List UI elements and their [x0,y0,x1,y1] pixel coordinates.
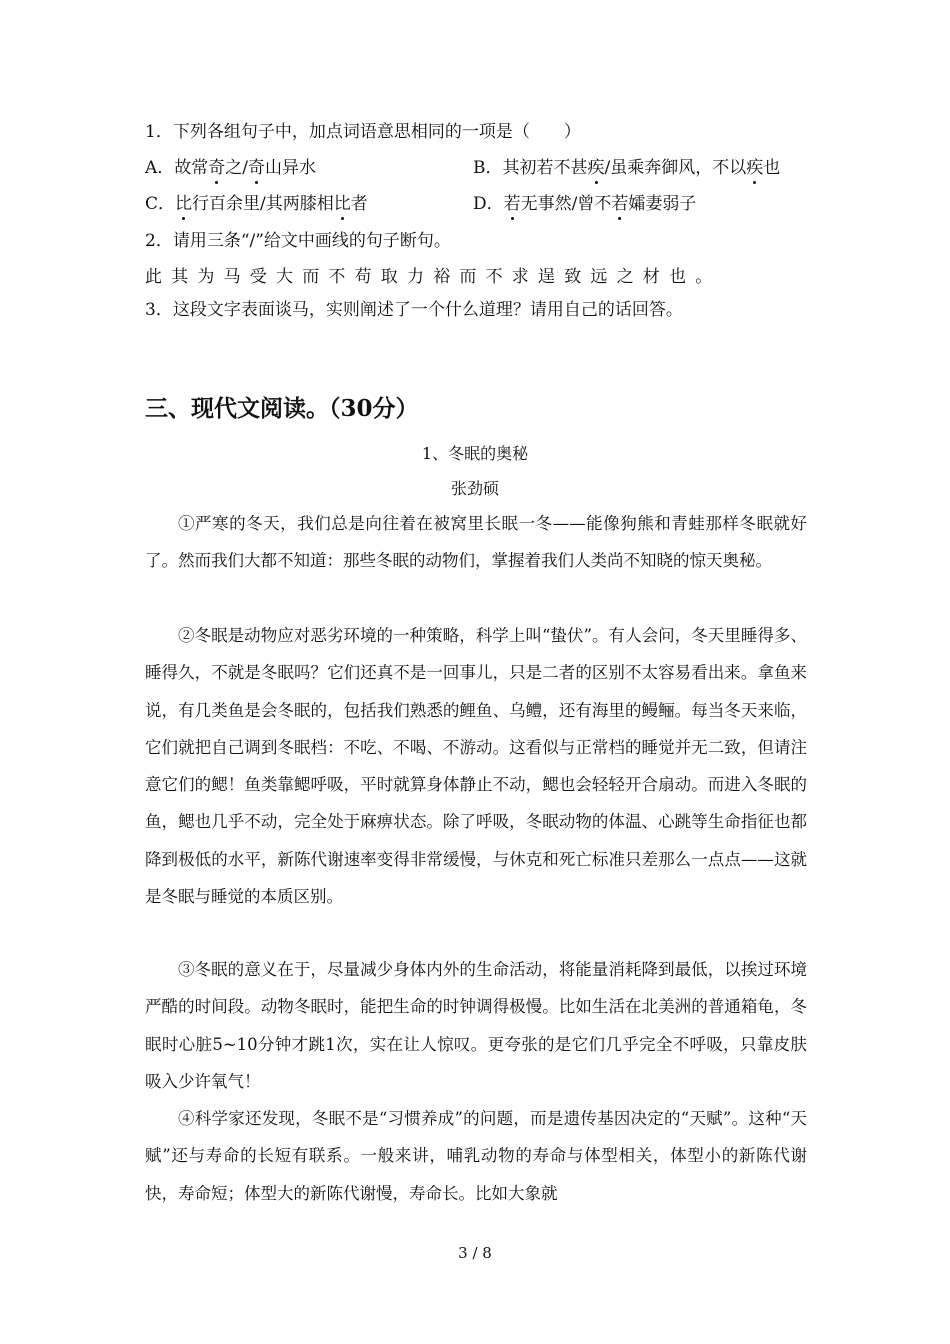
option-d-mid: 无事然/曾不 [520,194,612,214]
question-1-stem: 1．下列各组句子中，加点词语意思相同的一项是（ ） [145,122,581,142]
page-number: 3 / 8 [458,1244,492,1262]
option-c-mid: 行百余里/其两膝相 [192,194,334,214]
option-c-dotted-1: 比 [175,194,193,214]
paragraph-3: ③冬眠的意义在于，尽量减少身体内外的生命活动，将能量消耗降到最低，以挨过环境严酷的时间段。动物冬眠时，能把生命的时钟调得极慢。比如生活在北美洲的普通箱龟，冬眠时心脏5~10分钟才跳1次，实在让人惊叹。更夸张的是它们几乎完全不呼吸，只靠皮肤吸入少许氧气！ [145,960,807,1091]
option-b-mid: /虽乘奔御风，不以 [604,158,747,178]
option-b-post: 也 [763,158,781,178]
question-3-stem: 3．这段文字表面谈马，实则阐述了一个什么道理？请用自己的话回答。 [145,300,683,320]
option-c [145,193,368,215]
option-d-pre: D． [473,194,504,214]
option-a-mid: 之/ [225,158,249,178]
option-a-dotted-2: 奇 [248,158,266,178]
option-c-pre: C． [145,194,176,214]
option-d-post: 孀妻弱子 [628,194,697,214]
paragraph-1: ①严寒的冬天，我们总是向往着在被窝里长眠一冬——能像狗熊和青蛙那样冬眠就好了。然而我们大都不知道：那些冬眠的动物们，掌握着我们人类尚不知晓的惊天奥秘。 [145,514,807,571]
option-b [473,157,780,179]
option-c-dotted-2: 比 [333,194,351,214]
option-a-pre: A．故常 [145,158,209,178]
option-a-post: 山异水 [265,158,317,178]
article-title: 1、冬眠的奥秘 [421,444,529,463]
option-b-dotted-2: 疾 [746,158,764,178]
option-a [145,157,316,179]
option-d [473,193,696,215]
option-d-dotted-2: 若 [611,194,629,214]
section-heading: 三、现代文阅读。（30分） [145,395,419,422]
option-a-dotted-1: 奇 [208,158,226,178]
question-2-sentence: 此其为马受大而不苟取力裕而不求逞致远之材也。 [145,267,722,287]
option-b-pre: B．其初若不甚 [473,158,588,178]
option-b-dotted-1: 疾 [587,158,605,178]
paragraph-4: ④科学家还发现，冬眠不是“习惯养成”的问题，而是遗传基因决定的“天赋”。这种“天赋”还与寿命的长短有联系。一般来讲，哺乳动物的寿命与体型相关，体型小的新陈代谢快，寿命短；体型大的新陈代谢慢，寿命长。比如大象就 [145,1109,807,1203]
question-2-stem: 2．请用三条“/”给文中画线的句子断句。 [145,231,451,251]
option-d-dotted-1: 若 [503,194,521,214]
option-c-post: 者 [350,194,368,214]
paragraph-2: ②冬眠是动物应对恶劣环境的一种策略，科学上叫“蛰伏”。有人会问，冬天里睡得多、睡得久，不就是冬眠吗？它们还真不是一回事儿，只是二者的区别不太容易看出来。拿鱼来说，有几类鱼是会冬眠的，包括我们熟悉的鲤鱼、乌鳢，还有海里的鳗鲡。每当冬天来临，它们就把自己调到冬眠档：不吃、不喝、不游动。这看似与正常档的睡觉并无二致，但请注意它们的鳃！鱼类靠鳃呼吸，平时就算身体静止不动，鳃也会轻轻开合扇动。而进入冬眠的鱼，鳃也几乎不动，完全处于麻痹状态。除了呼吸，冬眠动物的体温、心跳等生命指征也都降到极低的水平，新陈代谢速率变得非常缓慢，与休克和死亡标准只差那么一点点——这就是冬眠与睡觉的本质区别。 [145,626,807,907]
article-author: 张劲硕 [450,479,499,498]
